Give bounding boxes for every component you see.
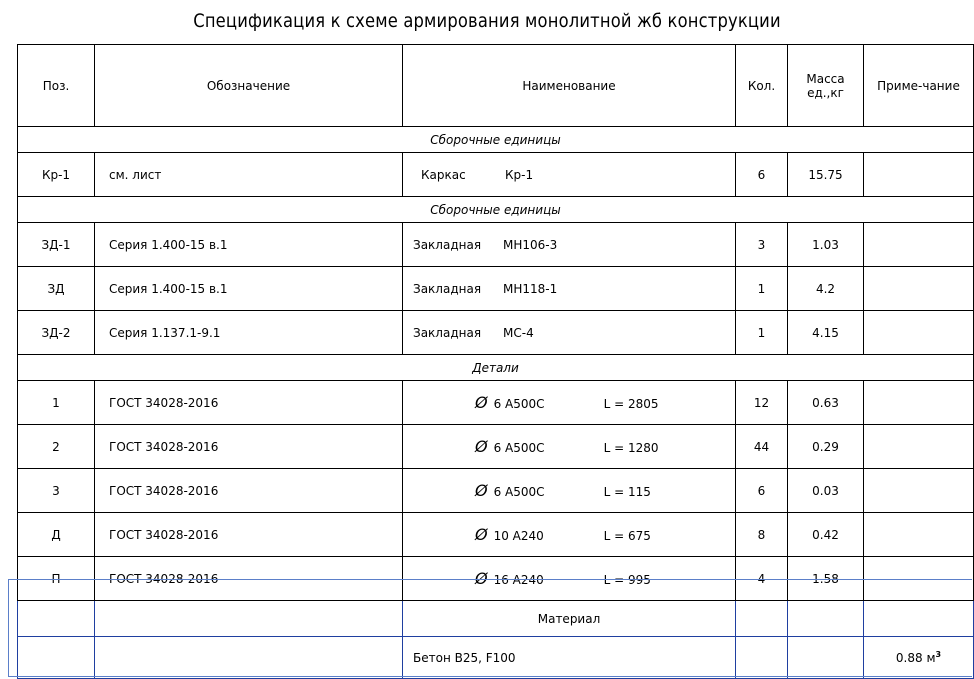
bar-length: L = 2805 [603, 397, 659, 411]
cell-qty: 1 [736, 267, 788, 311]
cell-pos: Кр-1 [18, 153, 95, 197]
cell-pos: 2 [18, 425, 95, 469]
cell-note [864, 513, 974, 557]
table-row [18, 311, 974, 355]
section-row [18, 355, 974, 381]
cell-designation: Серия 1.400-15 в.1 [95, 267, 403, 311]
cell-qty: 12 [736, 381, 788, 425]
cell-mass: 1.58 [788, 557, 864, 601]
section-assembly-1: Сборочные единицы [18, 127, 974, 153]
name-code: МС-4 [503, 325, 534, 340]
diameter-icon: Ø [475, 569, 488, 588]
bar-spec: 16 А240 [493, 573, 544, 587]
table-row [18, 153, 974, 197]
table-row [18, 267, 974, 311]
name-label: Закладная [413, 325, 482, 340]
bar-spec: 6 А500С [493, 441, 545, 455]
header-row [18, 45, 974, 127]
cell-name [403, 223, 736, 267]
bar-length: L = 1280 [603, 441, 659, 455]
cell-pos: 3 [18, 469, 95, 513]
cell-mass: 0.03 [788, 469, 864, 513]
cell-qty: 3 [736, 223, 788, 267]
header-name: Наименование [403, 45, 736, 127]
cell-note [864, 469, 974, 513]
cell-designation: ГОСТ 34028-2016 [95, 381, 403, 425]
name-code: МН106-3 [503, 237, 558, 252]
cell-designation: Серия 1.400-15 в.1 [95, 223, 403, 267]
section-assembly-2: Сборочные единицы [18, 197, 974, 223]
cell-designation: ГОСТ 34028-2016 [95, 557, 403, 601]
cell-pos: П [18, 557, 95, 601]
cell-mass: 15.75 [788, 153, 864, 197]
name-code: МН118-1 [503, 281, 558, 296]
cell-note [864, 311, 974, 355]
volume-value: 0.88 м [895, 651, 936, 665]
diameter-icon: Ø [475, 525, 488, 544]
cell-pos: ЗД-1 [18, 223, 95, 267]
cell-pos: 1 [18, 381, 95, 425]
header-designation: Обозначение [95, 45, 403, 127]
cell-note [864, 153, 974, 197]
diameter-icon: Ø [475, 393, 488, 412]
cell-note [864, 223, 974, 267]
cell-mass: 4.15 [788, 311, 864, 355]
cell-name [403, 267, 736, 311]
cell-designation: см. лист [95, 153, 403, 197]
section-material[interactable]: Материал [403, 601, 736, 637]
cell-mass: 0.29 [788, 425, 864, 469]
cell-mass: 0.63 [788, 381, 864, 425]
diameter-icon: Ø [475, 437, 488, 456]
bar-spec: 6 А500С [493, 397, 545, 411]
bar-spec: 6 А500С [493, 485, 545, 499]
cell-name [403, 381, 736, 425]
cell-name [403, 311, 736, 355]
cell-qty: 4 [736, 557, 788, 601]
table-row [18, 223, 974, 267]
cell-qty: 8 [736, 513, 788, 557]
table-row [18, 513, 974, 557]
cell-name [403, 513, 736, 557]
cell-pos: ЗД-2 [18, 311, 95, 355]
cell-mass: 4.2 [788, 267, 864, 311]
cell-qty: 6 [736, 469, 788, 513]
cell-name [403, 469, 736, 513]
selection-frame [8, 579, 972, 677]
diameter-icon: Ø [475, 481, 488, 500]
cell-designation: Серия 1.137.1-9.1 [95, 311, 403, 355]
section-row [18, 197, 974, 223]
cell-note [864, 425, 974, 469]
cell-note [864, 267, 974, 311]
header-qty: Кол. [736, 45, 788, 127]
cell-pos: Д [18, 513, 95, 557]
cell-name [403, 153, 736, 197]
cell-designation: ГОСТ 34028-2016 [95, 469, 403, 513]
table-row [18, 381, 974, 425]
bar-length: L = 995 [603, 573, 651, 587]
header-note: Приме-чание [864, 45, 974, 127]
cell-qty: 6 [736, 153, 788, 197]
cell-mass: 0.42 [788, 513, 864, 557]
cell-qty: 44 [736, 425, 788, 469]
table-row [18, 425, 974, 469]
spec-title: Спецификация к схеме армирования монолитной жб конструкции [193, 10, 781, 32]
section-row [18, 127, 974, 153]
bar-length: L = 675 [603, 529, 651, 543]
cell-designation: ГОСТ 34028-2016 [95, 513, 403, 557]
table-row [18, 469, 974, 513]
cell-pos: ЗД [18, 267, 95, 311]
section-details: Детали [18, 355, 974, 381]
cell-note [864, 381, 974, 425]
cell-material-name[interactable]: Бетон В25, F100 [403, 637, 736, 679]
bar-spec: 10 А240 [493, 529, 544, 543]
bar-length: L = 115 [603, 485, 651, 499]
header-mass: Масса ед.,кг [788, 45, 864, 127]
name-code: Кр-1 [505, 167, 534, 182]
name-label: Закладная [413, 237, 482, 252]
cell-name [403, 425, 736, 469]
volume-exponent: 3 [935, 650, 942, 659]
name-label: Закладная [413, 281, 482, 296]
cell-qty: 1 [736, 311, 788, 355]
cell-mass: 1.03 [788, 223, 864, 267]
name-label: Каркас [421, 167, 466, 182]
cell-designation: ГОСТ 34028-2016 [95, 425, 403, 469]
header-pos: Поз. [18, 45, 95, 127]
